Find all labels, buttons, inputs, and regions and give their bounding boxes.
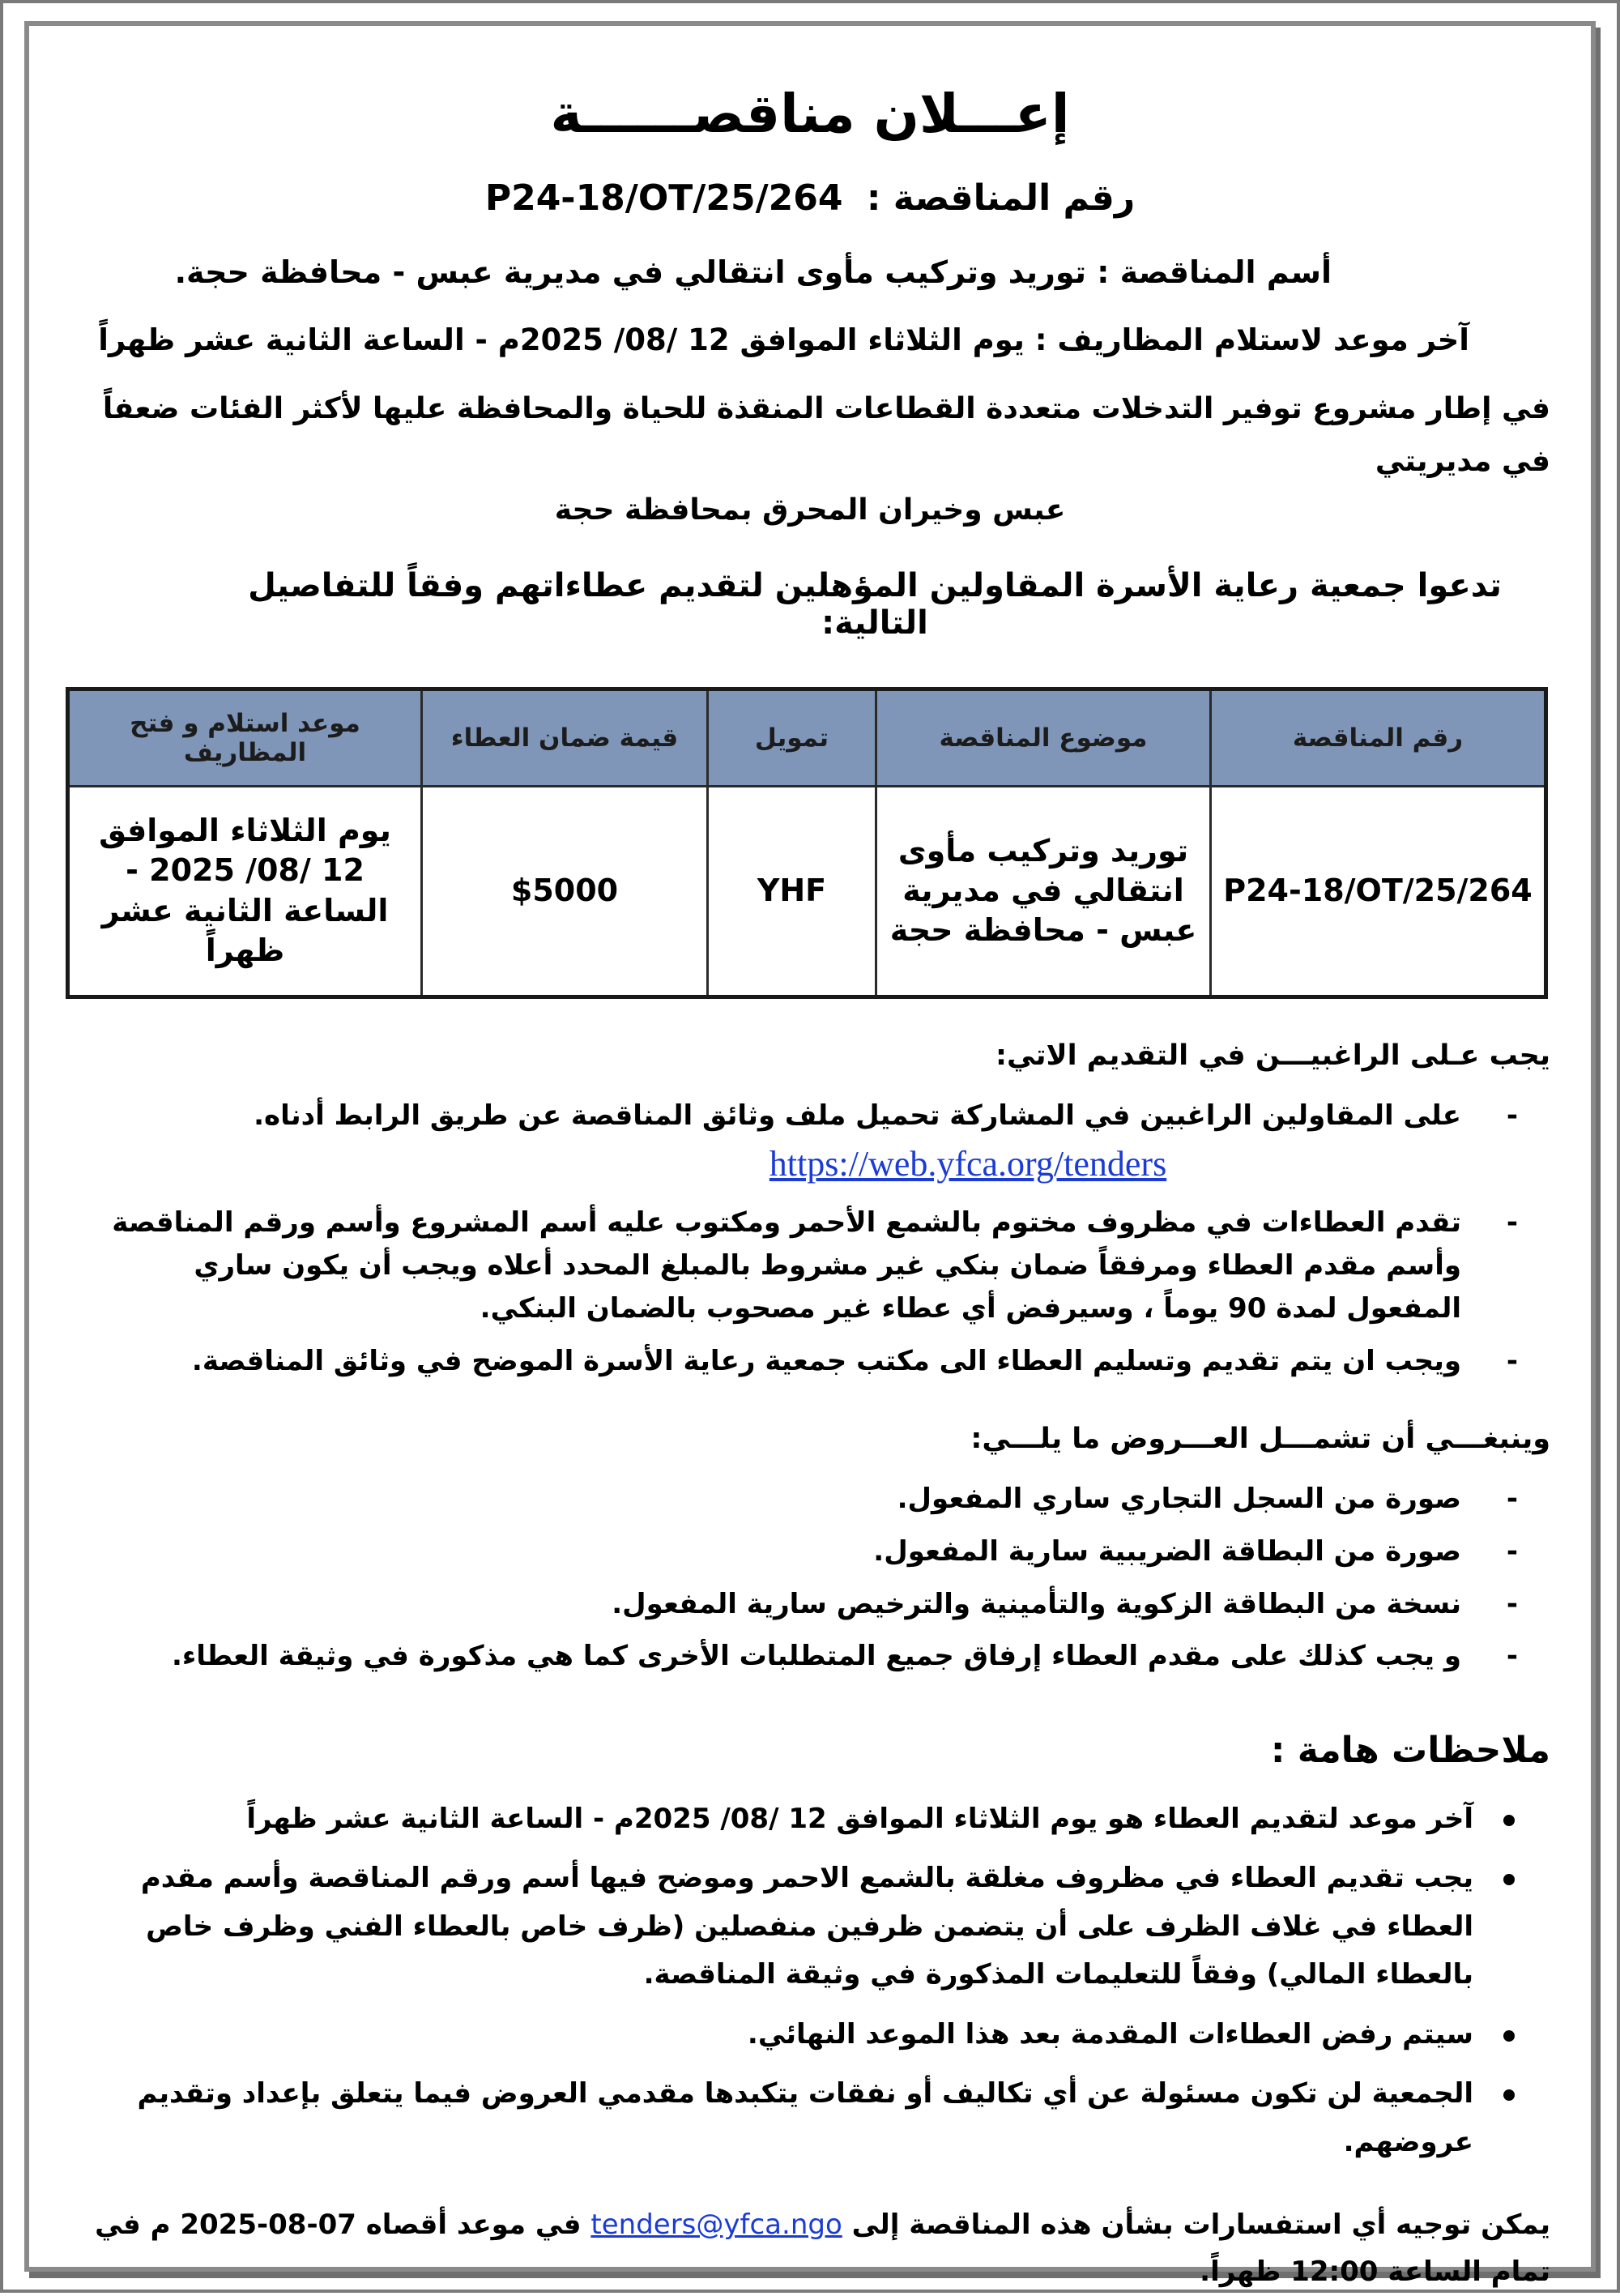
list-item — [70, 1095, 1518, 1193]
dash-marker: - — [1506, 1099, 1518, 1132]
notes-list — [70, 1795, 1550, 2167]
invitation-heading: تدعوا جمعية رعاية الأسرة المقاولين المؤهلين لتقديم عطاءاتهم وفقاً للتفاصيل التالية: — [248, 566, 1502, 642]
dash-marker: - — [1506, 1483, 1518, 1516]
list-item — [70, 1583, 1518, 1626]
header-tender-number: رقم المناقصة — [1211, 689, 1546, 786]
list-item — [70, 1340, 1518, 1383]
list-item — [70, 2011, 1518, 2059]
list-item — [70, 1530, 1518, 1573]
cell-guarantee: $5000 — [422, 786, 708, 996]
contact-email-link[interactable]: tenders@yfca.ngo — [590, 2209, 842, 2242]
footer-text-after: في موعد أقصاه 07-08-2025 م في تمام الساعة 12:00 ظهراً. — [95, 2209, 1550, 2289]
dash-marker: - — [1506, 1206, 1518, 1240]
tender-number-line — [70, 177, 1550, 219]
note-text: آخر موعد لتقديم العطاء هو يوم الثلاثاء الموافق 12 /08/ 2025م - الساعة الثانية عشر ظهراً — [246, 1802, 1473, 1835]
tenders-link[interactable]: https://web.yfca.org/tenders — [769, 1144, 1167, 1184]
list-item — [70, 1201, 1518, 1329]
bullet-icon — [1503, 1874, 1515, 1885]
intro-paragraph-line1: في إطار مشروع توفير التدخلات متعددة القطاعات المنقذة للحياة والمحافظة عليها لأكثر الفئات ضعفاً في مديريتي — [102, 392, 1550, 478]
list-item — [70, 1854, 1518, 1999]
bullet-icon — [1503, 1815, 1515, 1826]
requirement-text: ويجب ان يتم تقديم وتسليم العطاء الى مكتب جمعية رعاية الأسرة الموضح في وثائق المناقصة. — [191, 1344, 1461, 1377]
cell-opening-date: يوم الثلاثاء الموافق 12 /08/ 2025 - الساعة الثانية عشر ظهراً — [68, 786, 422, 996]
offers-list — [70, 1478, 1550, 1678]
requirements-heading: يجب عـلى الراغبيـــن في التقديم الاتي: — [995, 1039, 1550, 1072]
requirement-text: تقدم العطاءات في مظروف مختوم بالشمع الأحمر ومكتوب عليه أسم المشروع وأسم ورقم المناقصة وأسم مقدم العطاء ومرفقاً ضمان بنكي غير مشروط بالمبلغ المحدد أعلاه ويجب أن يكون ساري المفعول لمدة 90 يوماً ، وسيرفض أي عطاء غير مصحوب بالضمان البنكي. — [112, 1206, 1461, 1325]
bullet-icon — [1503, 2089, 1515, 2101]
page-title: إعـــلان مناقصــــــة — [550, 83, 1070, 145]
table-header-row — [68, 689, 1546, 786]
cell-subject: توريد وتركيب مأوى انتقالي في مديرية عبس - محافظة حجة — [876, 786, 1211, 996]
note-text: سيتم رفض العطاءات المقدمة بعد هذا الموعد النهائي. — [747, 2017, 1473, 2051]
cell-tender-number: P24-18/OT/25/264 — [1211, 786, 1546, 996]
deadline-value: : يوم الثلاثاء الموافق 12 /08/ 2025م - الساعة الثانية عشر ظهراً — [98, 322, 1047, 357]
list-item — [70, 2070, 1518, 2166]
dash-marker: - — [1506, 1640, 1518, 1673]
footer-contact — [70, 2202, 1550, 2296]
document-frame — [24, 21, 1596, 2289]
bullet-icon — [1503, 2030, 1515, 2042]
list-item — [70, 1795, 1518, 1844]
offer-text: نسخة من البطاقة الزكوية والتأمينية والترخيص سارية المفعول. — [612, 1587, 1461, 1620]
dash-marker: - — [1506, 1534, 1518, 1568]
offer-text: صورة من البطاقة الضريبية سارية المفعول. — [873, 1534, 1461, 1568]
table-row — [68, 786, 1546, 996]
tender-name-label: أسم المناقصة : — [1097, 254, 1332, 290]
offer-text: صورة من السجل التجاري ساري المفعول. — [897, 1483, 1461, 1516]
offers-heading: وينبغـــي أن تشمـــل العـــروض ما يلـــي: — [970, 1423, 1550, 1456]
tender-number: P24-18/OT/25/264 — [484, 177, 843, 219]
tender-number-label: رقم المناقصة : — [866, 177, 1136, 219]
dash-marker: - — [1506, 1587, 1518, 1620]
cell-funding: YHF — [708, 786, 876, 996]
header-funding: تمويل — [708, 689, 876, 786]
tender-name-line — [70, 254, 1550, 290]
footer-text-before: يمكن توجيه أي استفسارات بشأن هذه المناقصة إلى — [851, 2209, 1550, 2242]
note-text: يجب تقديم العطاء في مظروف مغلقة بالشمع الاحمر وموضح فيها أسم ورقم المناقصة وأسم مقدم العطاء في غلاف الظرف على أن يتضمن ظرفين منفصلين (ظرف خاص بالعطاء الفني وظرف خاص بالعطاء المالي) وفقاً للتعليمات المذكورة في وثيقة المناقصة. — [140, 1862, 1473, 1991]
deadline-line — [70, 322, 1550, 357]
requirement-text: على المقاولين الراغبين في المشاركة تحميل ملف وثائق المناقصة عن طريق الرابط أدناه. — [254, 1099, 1461, 1132]
tender-name: توريد وتركيب مأوى انتقالي في مديرية عبس - محافظة حجة. — [174, 254, 1086, 290]
requirements-list — [70, 1095, 1550, 1383]
list-item — [70, 1635, 1518, 1678]
notes-heading: ملاحظات هامة : — [1270, 1729, 1550, 1771]
document-content — [70, 50, 1550, 2289]
header-guarantee: قيمة ضمان العطاء — [422, 689, 708, 786]
intro-paragraph-line2: عبس وخيران المحرق بمحافظة حجة — [554, 493, 1066, 527]
list-item — [70, 1478, 1518, 1521]
dash-marker: - — [1506, 1344, 1518, 1377]
header-subject: موضوع المناقصة — [876, 689, 1211, 786]
deadline-label: آخر موعد لاستلام المظاريف — [1057, 322, 1469, 357]
offer-text: و يجب كذلك على مقدم العطاء إرفاق جميع المتطلبات الأخرى كما هي مذكورة في وثيقة العطاء. — [171, 1640, 1461, 1673]
note-text: الجمعية لن تكون مسئولة عن أي تكاليف أو نفقات يتكبدها مقدمي العروض فيما يتعلق بإعداد وتقديم عروضهم. — [137, 2077, 1473, 2158]
header-opening-date: موعد استلام و فتح المظاريف — [68, 689, 422, 786]
tender-table — [66, 687, 1548, 999]
